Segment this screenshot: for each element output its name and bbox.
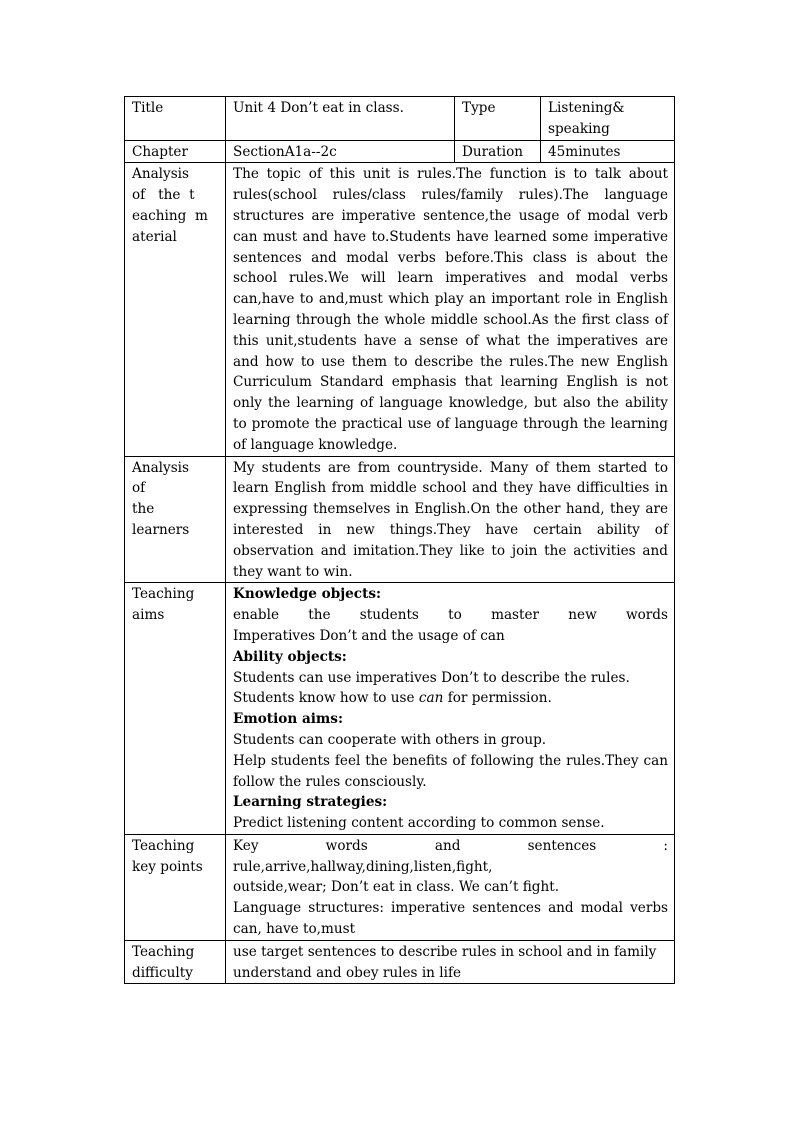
label-line: aims [132, 607, 165, 624]
label-line: of the t [132, 187, 195, 204]
label-line: Teaching [132, 837, 195, 854]
analysis-material-text: The topic of this unit is rules.The function is to talk about rules(school rules/class rules/family rules).The language structures are imperative sentence,the usage of modal verb can must and have to.Students have learned some imperative sentences and modal verbs before.This class is about the school rules.We will learn imperatives and modal verbs can,have to and,must which play an important role in English learning through the whole middle school.As the first class of this unit,students have a sense of what the imperatives are and how to use them to describe the rules.The new English Curriculum Standard emphasis that learning English is not only the learning of language knowledge, but also the ability to promote the practical use of language through the learning of language knowledge. [226, 163, 675, 456]
row-title [125, 97, 675, 141]
emotion-line: Help students feel the benefits of following the rules.They can follow the rules consciously. [233, 752, 668, 790]
ability-text: Students know how to use [233, 690, 419, 707]
label-line: Analysis [132, 459, 190, 476]
label-line: difficulty [132, 964, 193, 981]
label-line: aterial [132, 228, 177, 245]
knowledge-heading: Knowledge objects: [233, 586, 382, 603]
difficulty-line: understand and obey rules in life [233, 964, 462, 981]
analysis-learners-text: My students are from countryside. Many of them started to learn English from middle school and they have difficulties in expressing themselves in English.On the other hand, they are interested in new things.They have certain ability of observation and imitation.They like to join the activities and they want to win. [226, 456, 675, 583]
ability-emphasis: can [418, 690, 444, 707]
key-points-content [226, 834, 675, 940]
knowledge-line: Imperatives Don’t and the usage of can [233, 627, 505, 644]
chapter-label: Chapter [125, 140, 226, 163]
duration-label: Duration [455, 140, 541, 163]
duration-value: 45minutes [541, 140, 675, 163]
difficulty-content [226, 940, 675, 984]
teaching-aims-label [125, 583, 226, 835]
row-analysis-material [125, 163, 675, 456]
key-points-label [125, 834, 226, 940]
row-chapter [125, 140, 675, 163]
label-line: eaching m [132, 207, 208, 224]
emotion-heading: Emotion aims: [233, 711, 343, 728]
label-line: learners [132, 521, 190, 538]
lesson-plan-table [124, 96, 675, 984]
ability-text: for permission. [443, 690, 552, 707]
label-line: Teaching [132, 943, 195, 960]
ability-line: Students can use imperatives Don’t to describe the rules. [233, 669, 630, 686]
knowledge-line: enable the students to master new words [233, 607, 668, 624]
label-line: Teaching [132, 586, 195, 603]
strategy-line: Predict listening content according to common sense. [233, 815, 605, 832]
title-label: Title [125, 97, 226, 141]
row-analysis-learners [125, 456, 675, 583]
type-value [541, 97, 675, 141]
difficulty-line: use target sentences to describe rules in school and in family [233, 943, 657, 960]
type-label: Type [455, 97, 541, 141]
emotion-line: Students can cooperate with others in group. [233, 731, 547, 748]
analysis-learners-label [125, 456, 226, 583]
key-points-line: outside,wear; Don’t eat in class. We can’t fight. [233, 879, 560, 896]
key-points-line: rule,arrive,hallway,dining,listen,fight, [233, 858, 493, 875]
label-line: key points [132, 858, 203, 875]
teaching-aims-content [226, 583, 675, 835]
label-line: of [132, 480, 146, 497]
label-line: Analysis [132, 166, 190, 183]
key-points-line: Key words and sentences : [233, 837, 668, 854]
label-line: the [132, 501, 155, 518]
ability-heading: Ability objects: [233, 648, 347, 665]
analysis-material-label [125, 163, 226, 456]
row-teaching-aims [125, 583, 675, 835]
row-difficulty [125, 940, 675, 984]
key-points-line: Language structures: imperative sentences and modal verbs can, have to,must [233, 900, 668, 938]
ability-line [233, 688, 668, 709]
strategy-heading: Learning strategies: [233, 794, 388, 811]
type-value-line: Listening& [548, 100, 625, 116]
type-value-line: speaking [548, 120, 610, 137]
title-value: Unit 4 Don’t eat in class. [226, 97, 455, 141]
chapter-value: SectionA1a--2c [226, 140, 455, 163]
difficulty-label [125, 940, 226, 984]
row-key-points [125, 834, 675, 940]
